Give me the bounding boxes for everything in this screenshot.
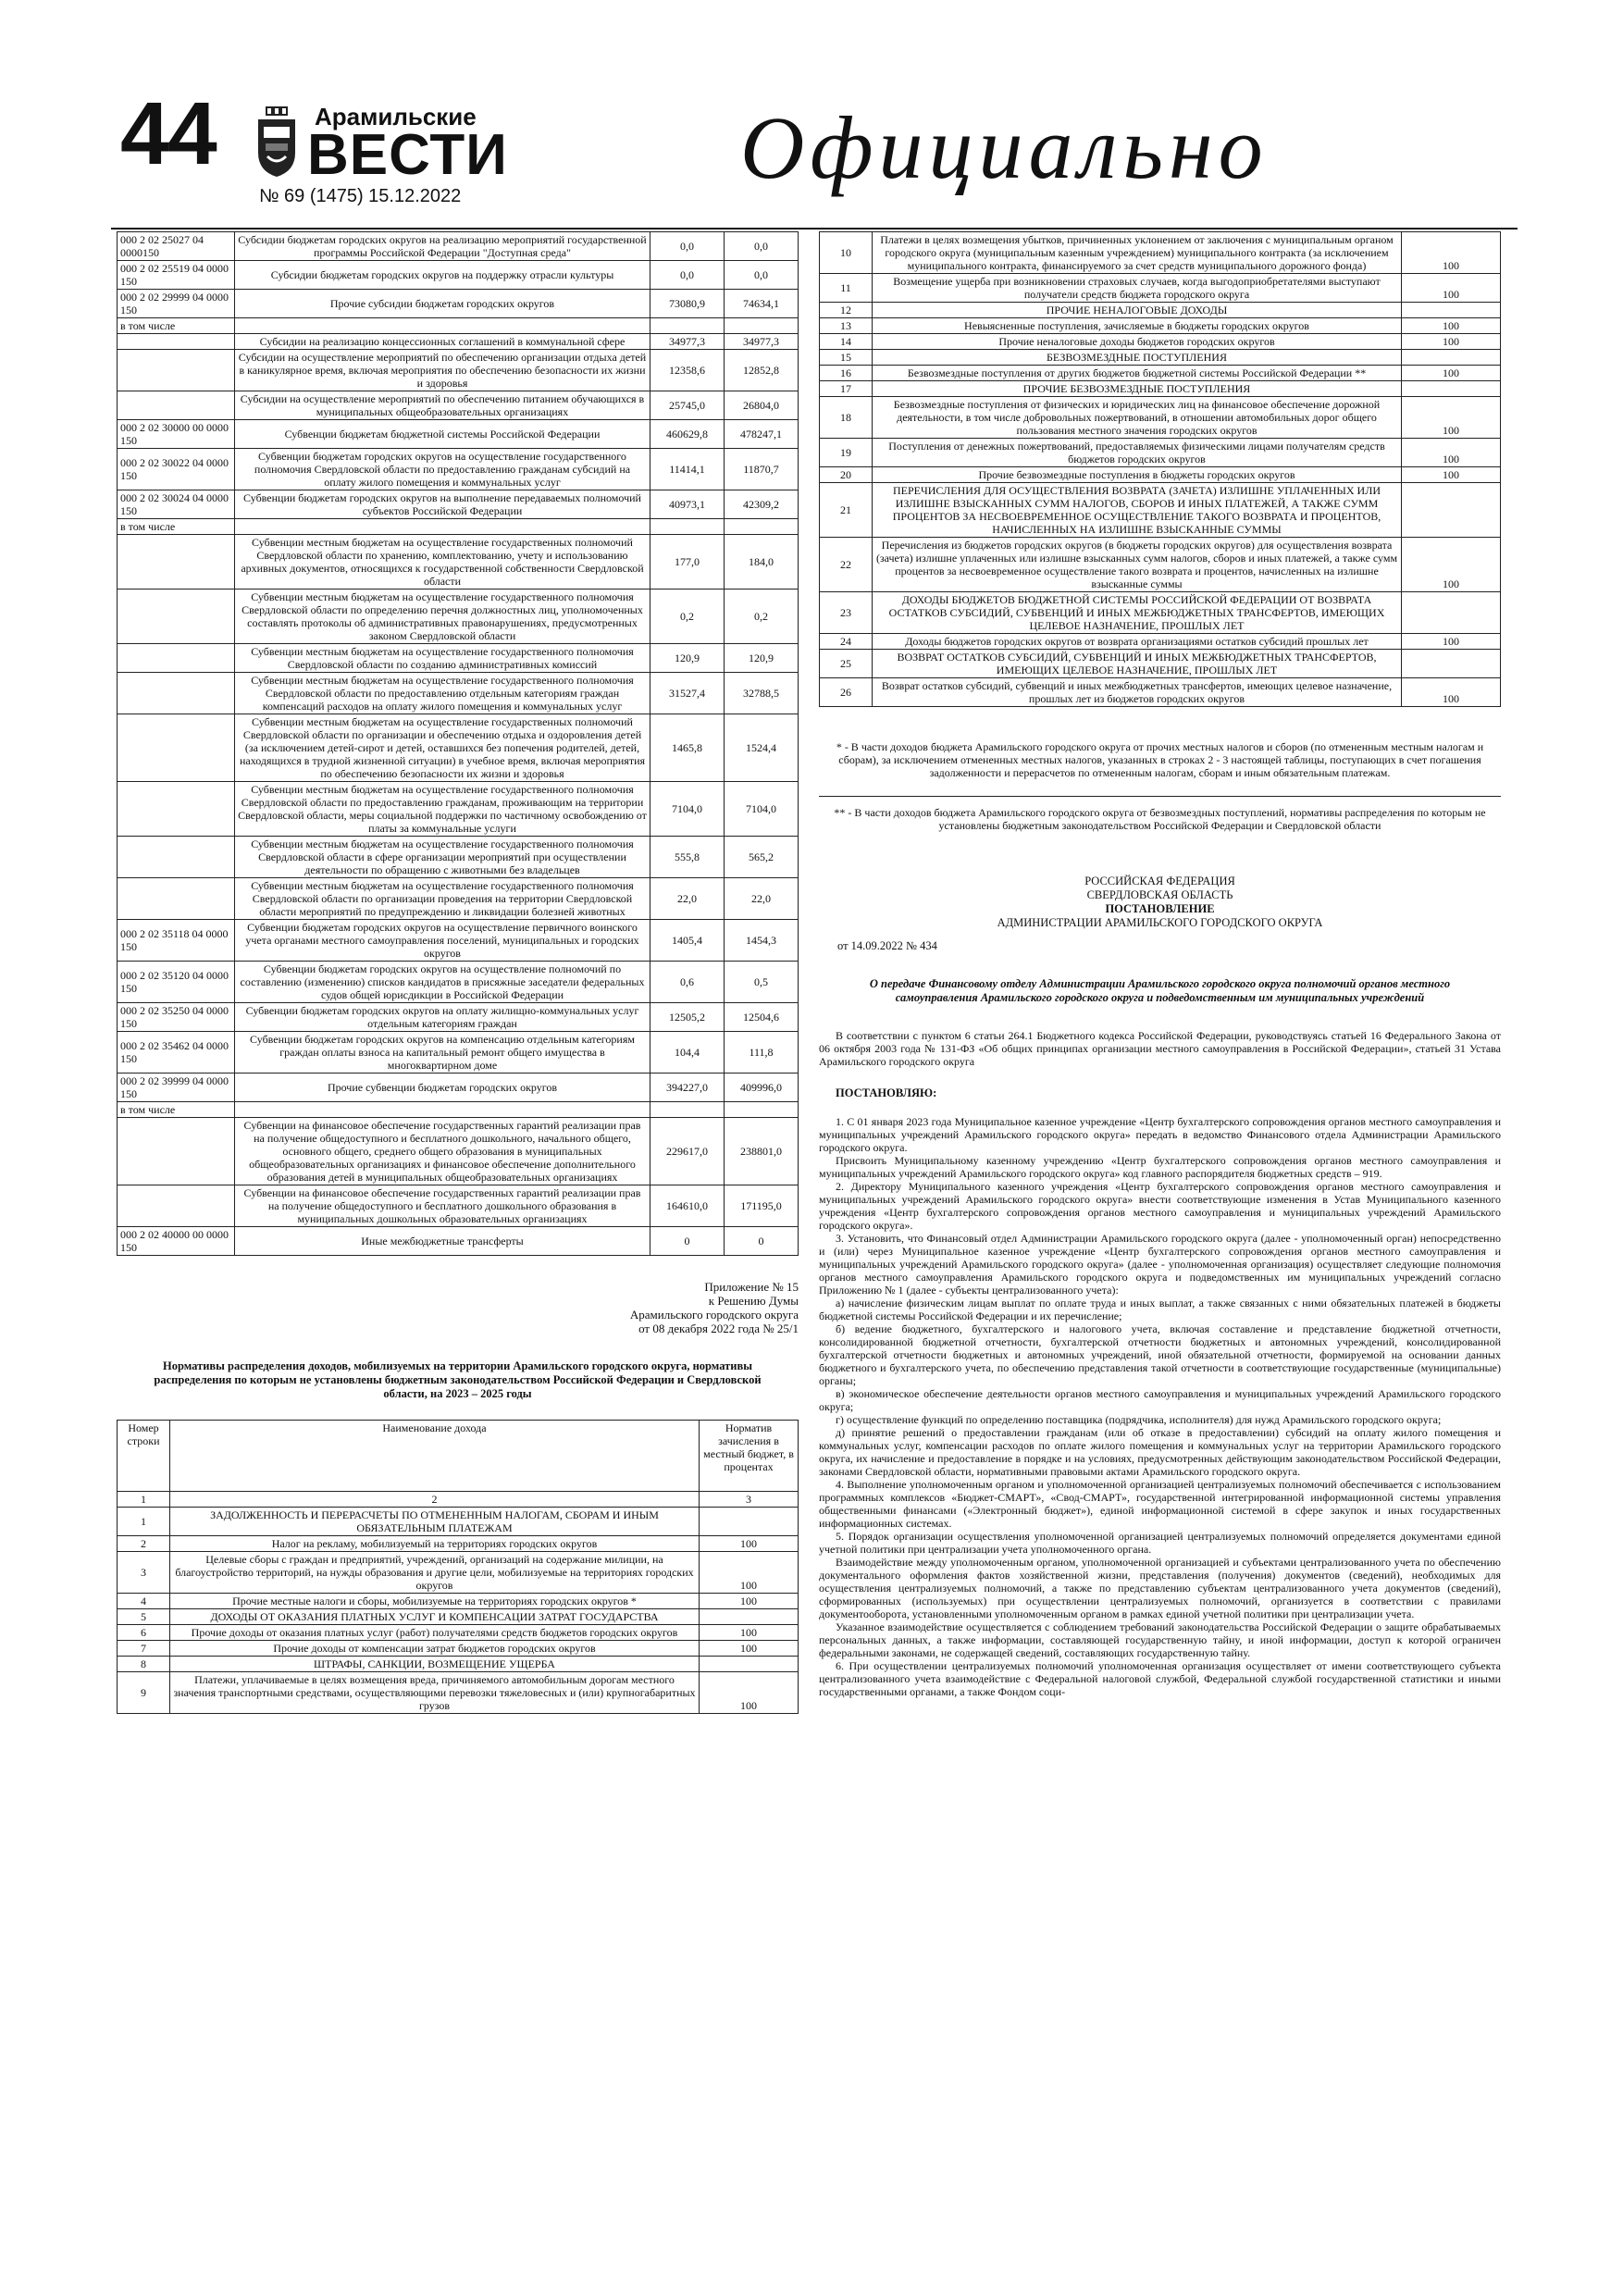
row-code	[118, 590, 235, 644]
row-description	[235, 318, 650, 334]
masthead-rule	[111, 228, 1518, 230]
norm-row-name: Прочие местные налоги и сборы, мобилизуемые на территориях городских округов *	[170, 1594, 700, 1609]
row-value-2025	[725, 519, 799, 535]
decree-paragraph: д) принятие решений о предоставлении гражданам (или об отказе в предоставлении) субсидий на оплату жилого помещения и коммунальных услуг, компенсации расходов по оплате жилого помещения и коммунальных услуг на территории Арамильского городского округа, их начисление и предоставление в порядке и на условиях, предусмотренных действующим законодательством Российской Федерации, законами Свердловской области, нормативными правовыми актами Арамильского городского округа.	[819, 1426, 1501, 1478]
norm-row-value	[1402, 650, 1501, 678]
table-row	[118, 1185, 799, 1227]
norm-row	[118, 1594, 799, 1609]
row-value-2024: 31527,4	[650, 673, 725, 714]
norm-row-value	[700, 1508, 799, 1536]
row-value-2024: 7104,0	[650, 782, 725, 837]
norm-row	[118, 1672, 799, 1714]
row-value-2024: 0,0	[650, 232, 725, 261]
right-column	[819, 231, 1501, 1698]
row-value-2025: 238801,0	[725, 1118, 799, 1185]
norm-row-number: 19	[820, 439, 873, 467]
table-row	[118, 535, 799, 590]
norm-row-name: Безвозмездные поступления от физических и юридических лиц на финансовое обеспечение дорожной деятельности, в том числе добровольных пожертвований, в отношении автомобильных дорог общего пользования местного значения городских округов	[873, 397, 1402, 439]
norm-row-value	[1402, 350, 1501, 366]
norm-row-name: Прочие неналоговые доходы бюджетов городских округов	[873, 334, 1402, 350]
row-description: Субвенции на финансовое обеспечение государственных гарантий реализации прав на получение общедоступного и бесплатного дошкольного образования в муниципальных дошкольных образовательных организациях	[235, 1185, 650, 1227]
decree-paragraph: 1. С 01 января 2023 года Муниципальное казенное учреждение «Центр бухгалтерского сопровождения органов местного самоуправления и муниципальных учреждений Арамильского городского округа» передать в ведомство Финансового отдела Администрации Арамильского городского округа.	[819, 1115, 1501, 1154]
table-row	[118, 1118, 799, 1185]
norm-row-number: 1	[118, 1508, 170, 1536]
row-value-2025	[725, 318, 799, 334]
norm-row-value	[1402, 381, 1501, 397]
norm-row-name: ШТРАФЫ, САНКЦИИ, ВОЗМЕЩЕНИЕ УЩЕРБА	[170, 1657, 700, 1672]
row-code: 000 2 02 30024 04 0000 150	[118, 490, 235, 519]
row-value-2024: 555,8	[650, 837, 725, 878]
decree-body	[819, 1115, 1501, 1698]
norm-row-name: Прочие доходы от оказания платных услуг (работ) получателями средств бюджетов городских округов	[170, 1625, 700, 1641]
row-code: в том числе	[118, 519, 235, 535]
table-row	[118, 490, 799, 519]
row-code: 000 2 02 29999 04 0000 150	[118, 290, 235, 318]
row-value-2024: 34977,3	[650, 334, 725, 350]
norm-row-value: 100	[700, 1625, 799, 1641]
row-value-2025: 409996,0	[725, 1074, 799, 1102]
norm-row	[820, 650, 1501, 678]
row-description: Субвенции бюджетам городских округов на оплату жилищно-коммунальных услуг отдельным категориям граждан	[235, 1003, 650, 1032]
row-value-2024	[650, 1102, 725, 1118]
row-value-2024: 0	[650, 1227, 725, 1256]
table-row	[118, 290, 799, 318]
row-value-2024: 0,6	[650, 962, 725, 1003]
norm-row-value: 100	[1402, 538, 1501, 592]
row-code: 000 2 02 35120 04 0000 150	[118, 962, 235, 1003]
table-row	[118, 1074, 799, 1102]
decree-paragraph: 4. Выполнение уполномоченным органом и уполномоченной организацией централизуемых полномочий обеспечивается с использованием программных комплексов «Бюджет-СМАРТ», «Свод-СМАРТ», государственной интегрированной информационной системы управления общественными финансами («Электронный бюджет»), единой информационной системой в сфере закупок и иных государственных информационных системах.	[819, 1478, 1501, 1530]
row-description: Прочие субвенции бюджетам городских округов	[235, 1074, 650, 1102]
row-description: Субсидии бюджетам городских округов на поддержку отрасли культуры	[235, 261, 650, 290]
row-code	[118, 782, 235, 837]
decree-paragraph: а) начисление физическим лицам выплат по оплате труда и иных выплат, а также связанных с ними обязательных платежей в бюджеты бюджетной системы Российской Федерации и их перечисление;	[819, 1297, 1501, 1322]
row-code: в том числе	[118, 318, 235, 334]
row-code: 000 2 02 35250 04 0000 150	[118, 1003, 235, 1032]
norm-row-value	[1402, 592, 1501, 634]
row-code: 000 2 02 39999 04 0000 150	[118, 1074, 235, 1102]
norm-row-name: Перечисления из бюджетов городских округов (в бюджеты городских округов) для осуществления возврата (зачета) излишне уплаченных или излишне взысканных сумм налогов, сборов и иных платежей, а также сумм процентов за несвоевременное осуществление такого возврата и процентов, начисленных на излишне взысканные суммы	[873, 538, 1402, 592]
table-row	[118, 920, 799, 962]
norm-row-number: 23	[820, 592, 873, 634]
row-value-2025: 7104,0	[725, 782, 799, 837]
norm-row-number: 17	[820, 381, 873, 397]
revenue-table	[117, 231, 799, 1256]
decree-intro: В соответствии с пунктом 6 статьи 264.1 Бюджетного кодекса Российской Федерации, руководствуясь статьей 16 Федерального Закона от 06 октября 2003 года № 131-ФЗ «Об общих принципах организации местного самоуправления в Российской Федерации», статьей 31 Устава Арамильского городского округа	[819, 1029, 1501, 1068]
row-description: Субвенции местным бюджетам на осуществление государственного полномочия Свердловской области по предоставлению отдельным категориям граждан компенсаций расходов на оплату жилого помещения и коммунальных услуг	[235, 673, 650, 714]
table-row	[118, 644, 799, 673]
decree-header	[819, 875, 1501, 930]
row-value-2025: 0,5	[725, 962, 799, 1003]
table-row	[118, 782, 799, 837]
row-value-2025: 171195,0	[725, 1185, 799, 1227]
row-value-2024: 164610,0	[650, 1185, 725, 1227]
row-code: 000 2 02 25027 04 0000150	[118, 232, 235, 261]
decree-paragraph: 5. Порядок организации осуществления уполномоченной организацией централизуемых полномочий определяется документами единой учетной политики при централизации учета уполномоченного органа.	[819, 1530, 1501, 1556]
norm-row-number: 25	[820, 650, 873, 678]
table-row	[118, 878, 799, 920]
norm-row	[820, 467, 1501, 483]
appendix-line: от 08 декабря 2022 года № 25/1	[638, 1322, 799, 1335]
table-row	[118, 350, 799, 391]
row-description: Субвенции местным бюджетам на осуществление государственного полномочия Свердловской области в сфере организации мероприятий при осуществлении деятельности по обращению с животными без владельцев	[235, 837, 650, 878]
norm-row-name: Невыясненные поступления, зачисляемые в бюджеты городских округов	[873, 318, 1402, 334]
table-row	[118, 334, 799, 350]
table-row	[118, 1032, 799, 1074]
norm-row-number: 18	[820, 397, 873, 439]
decree-paragraph: г) осуществление функций по определению поставщика (подрядчика, исполнителя) для нужд Арамильского городского округа;	[836, 1413, 1442, 1426]
norm-row-value	[1402, 303, 1501, 318]
norm-row-value: 100	[1402, 439, 1501, 467]
norm-row	[118, 1536, 799, 1552]
decree-paragraph: 2. Директору Муниципального казенного учреждения «Центр бухгалтерского сопровождения органов местного самоуправления и муниципальных учреждений Арамильского городского округа» внести соответствующие изменения в Устав Муниципального казенного учреждения «Центр бухгалтерского сопровождения органов местного самоуправления и муниципальных учреждений Арамильского городского округа».	[819, 1180, 1501, 1232]
col-header-norm: Норматив зачисления в местный бюджет, в процентах	[700, 1421, 799, 1492]
norm-row-value	[1402, 483, 1501, 538]
table-row	[118, 449, 799, 490]
norm-row-name: БЕЗВОЗМЕЗДНЫЕ ПОСТУПЛЕНИЯ	[873, 350, 1402, 366]
row-code: 000 2 02 35462 04 0000 150	[118, 1032, 235, 1074]
norm-row-number: 10	[820, 232, 873, 274]
row-value-2025: 1524,4	[725, 714, 799, 782]
norm-row-number: 6	[118, 1625, 170, 1641]
row-value-2024: 177,0	[650, 535, 725, 590]
row-code	[118, 673, 235, 714]
norm-row-number: 9	[118, 1672, 170, 1714]
norm-row	[820, 366, 1501, 381]
decree-resolve: ПОСТАНОВЛЯЮ:	[836, 1086, 937, 1099]
table-row	[118, 837, 799, 878]
col-header-number: Номер строки	[118, 1421, 170, 1492]
norm-row-number: 12	[820, 303, 873, 318]
row-code	[118, 878, 235, 920]
decree-paragraph: Присвоить Муниципальному казенному учреждению «Центр бухгалтерского сопровождения органов местного самоуправления и муниципальных учреждений Арамильского городского округа» код главного распорядителя бюджетных средств – 919.	[819, 1154, 1501, 1180]
decree-paragraph: в) экономическое обеспечение деятельности органов местного самоуправления и муниципальных учреждений Арамильского городского округа;	[819, 1387, 1501, 1413]
norm-row	[118, 1609, 799, 1625]
norm-row-number: 11	[820, 274, 873, 303]
logo-subtitle: Арамильские	[315, 103, 477, 130]
row-value-2025: 120,9	[725, 644, 799, 673]
footnote-divider	[819, 796, 1501, 797]
norm-row-value: 100	[1402, 318, 1501, 334]
norm-row-number: 22	[820, 538, 873, 592]
row-value-2025: 32788,5	[725, 673, 799, 714]
row-value-2024: 1405,4	[650, 920, 725, 962]
norm-row-number: 8	[118, 1657, 170, 1672]
norm-row-name: Возмещение ущерба при возникновении страховых случаев, когда выгодоприобретателями выступают получатели средств бюджета городского округа	[873, 274, 1402, 303]
norm-row	[118, 1657, 799, 1672]
row-description: Субвенции местным бюджетам на осуществление государственного полномочия Свердловской области по организации проведения на территории Свердловской области мероприятий по предупреждению и ликвидации болезней животных	[235, 878, 650, 920]
row-description: Субвенции бюджетам городских округов на выполнение передаваемых полномочий субъектов Российской Федерации	[235, 490, 650, 519]
row-value-2024: 12505,2	[650, 1003, 725, 1032]
table-row	[118, 391, 799, 420]
col-index: 1	[118, 1492, 170, 1508]
row-value-2025: 0,0	[725, 232, 799, 261]
col-index: 2	[170, 1492, 700, 1508]
norm-row-number: 7	[118, 1641, 170, 1657]
table-row	[118, 714, 799, 782]
norm-row-number: 16	[820, 366, 873, 381]
norm-row-name: Возврат остатков субсидий, субвенций и иных межбюджетных трансфертов, имеющих целевое назначение, прошлых лет из бюджетов городских округов	[873, 678, 1402, 707]
decree-authority: АДМИНИСТРАЦИИ АРАМИЛЬСКОГО ГОРОДСКОГО ОКРУГА	[997, 916, 1323, 929]
row-value-2024: 460629,8	[650, 420, 725, 449]
footnote-2: ** - В части доходов бюджета Арамильского городского округа от безвозмездных поступлений, нормативы распределения по которым не установлены бюджетным законодательством Российской Федерации и Свердловской области	[834, 806, 1486, 832]
page-number: 44	[120, 84, 216, 183]
norm-row-name: ДОХОДЫ БЮДЖЕТОВ БЮДЖЕТНОЙ СИСТЕМЫ РОССИЙСКОЙ ФЕДЕРАЦИИ ОТ ВОЗВРАТА ОСТАТКОВ СУБСИДИЙ, СУБВЕНЦИЙ И ИНЫХ МЕЖБЮДЖЕТНЫХ ТРАНСФЕРТОВ, ИМЕЮЩИХ ЦЕЛЕВОЕ НАЗНАЧЕНИЕ, ПРОШЛЫХ ЛЕТ	[873, 592, 1402, 634]
row-value-2024: 73080,9	[650, 290, 725, 318]
table-row	[118, 1227, 799, 1256]
row-value-2025: 0	[725, 1227, 799, 1256]
row-description: Субвенции местным бюджетам на осуществление государственных полномочий Свердловской области по хранению, комплектованию, учету и использованию архивных документов, относящихся к государственной собственности Свердловской области	[235, 535, 650, 590]
norm-row	[820, 232, 1501, 274]
row-description	[235, 519, 650, 535]
norm-row-name: Прочие безвозмездные поступления в бюджеты городских округов	[873, 467, 1402, 483]
norm-row-value: 100	[1402, 366, 1501, 381]
appendix-line: к Решению Думы	[708, 1294, 799, 1308]
masthead	[111, 84, 1518, 227]
norm-row-value: 100	[700, 1536, 799, 1552]
row-value-2024: 120,9	[650, 644, 725, 673]
row-code	[118, 644, 235, 673]
norm-row-number: 26	[820, 678, 873, 707]
norm-row-name: ДОХОДЫ ОТ ОКАЗАНИЯ ПЛАТНЫХ УСЛУГ И КОМПЕНСАЦИИ ЗАТРАТ ГОСУДАРСТВА	[170, 1609, 700, 1625]
table-row	[118, 673, 799, 714]
row-code	[118, 334, 235, 350]
row-value-2025: 26804,0	[725, 391, 799, 420]
decree-paragraph: 6. При осуществлении централизуемых полномочий уполномоченная организация осуществляет от имени соответствующего субъекта централизованного учета взаимодействие с Федеральной налоговой службой, Федеральной службой государственной статистики и иными государственными органами, а также Фондом соци-	[819, 1659, 1501, 1698]
logo-title: ВЕСТИ	[307, 123, 508, 187]
row-description: Субвенции местным бюджетам на осуществление государственного полномочия Свердловской области по созданию административных комиссий	[235, 644, 650, 673]
col-index: 3	[700, 1492, 799, 1508]
norm-row-name: ПРОЧИЕ НЕНАЛОГОВЫЕ ДОХОДЫ	[873, 303, 1402, 318]
table-row	[118, 318, 799, 334]
table-row	[118, 962, 799, 1003]
norm-row-name: Целевые сборы с граждан и предприятий, учреждений, организаций на содержание милиции, на благоустройство территорий, на нужды образования и другие цели, мобилизуемые на территориях городских округов	[170, 1552, 700, 1594]
row-code	[118, 350, 235, 391]
norm-row-number: 5	[118, 1609, 170, 1625]
row-code: 000 2 02 25519 04 0000 150	[118, 261, 235, 290]
row-value-2025: 12504,6	[725, 1003, 799, 1032]
norm-row-number: 13	[820, 318, 873, 334]
row-value-2024	[650, 519, 725, 535]
norm-row-number: 20	[820, 467, 873, 483]
norm-row-name: Доходы бюджетов городских округов от возврата организациями остатков субсидий прошлых лет	[873, 634, 1402, 650]
norm-row-number: 2	[118, 1536, 170, 1552]
row-code: в том числе	[118, 1102, 235, 1118]
row-value-2025: 184,0	[725, 535, 799, 590]
row-description: Прочие субсидии бюджетам городских округов	[235, 290, 650, 318]
row-description: Иные межбюджетные трансферты	[235, 1227, 650, 1256]
table-row	[118, 420, 799, 449]
table-row	[118, 261, 799, 290]
row-code	[118, 535, 235, 590]
row-description: Субвенции бюджетам бюджетной системы Российской Федерации	[235, 420, 650, 449]
row-value-2025: 74634,1	[725, 290, 799, 318]
crest-icon	[254, 106, 299, 179]
norm-row	[820, 483, 1501, 538]
norm-row-number: 3	[118, 1552, 170, 1594]
row-code	[118, 1118, 235, 1185]
row-value-2025: 42309,2	[725, 490, 799, 519]
row-value-2024: 1465,8	[650, 714, 725, 782]
norm-table-part2	[819, 231, 1501, 707]
row-code: 000 2 02 40000 00 0000 150	[118, 1227, 235, 1256]
norm-row-name: Платежи в целях возмещения убытков, причиненных уклонением от заключения с муниципальным органом городского округа (муниципальным казенным учреждением) муниципального контракта (за исключением муниципального контракта, финансируемого за счет средств муниципального дорожного фонда)	[873, 232, 1402, 274]
row-value-2025: 22,0	[725, 878, 799, 920]
norm-row	[820, 538, 1501, 592]
norm-row	[820, 274, 1501, 303]
norm-row-number: 24	[820, 634, 873, 650]
row-value-2024: 11414,1	[650, 449, 725, 490]
norm-row-name: ЗАДОЛЖЕННОСТЬ И ПЕРЕРАСЧЕТЫ ПО ОТМЕНЕННЫМ НАЛОГАМ, СБОРАМ И ИНЫМ ОБЯЗАТЕЛЬНЫМ ПЛАТЕЖАМ	[170, 1508, 700, 1536]
table-row	[118, 232, 799, 261]
norm-row-value: 100	[1402, 232, 1501, 274]
norm-table-part1	[117, 1420, 799, 1714]
norm-row	[118, 1641, 799, 1657]
row-description: Субсидии на осуществление мероприятий по обеспечению организации отдыха детей в каникулярное время, включая мероприятия по обеспечению безопасности их жизни и здоровья	[235, 350, 650, 391]
norm-row	[118, 1508, 799, 1536]
row-value-2025: 11870,7	[725, 449, 799, 490]
row-description: Субсидии на реализацию концессионных соглашений в коммунальной сфере	[235, 334, 650, 350]
section-title: Официально	[740, 98, 1269, 197]
norm-row-number: 4	[118, 1594, 170, 1609]
row-description: Субвенции местным бюджетам на осуществление государственного полномочия Свердловской области по определению перечня должностных лиц, уполномоченных составлять протоколы об административных правонарушениях, предусмотренных законом Свердловской области	[235, 590, 650, 644]
row-description: Субвенции бюджетам городских округов на осуществление первичного воинского учета органами местного самоуправления поселений, муниципальных и городских округов	[235, 920, 650, 962]
norm-row-value: 100	[1402, 467, 1501, 483]
row-code	[118, 714, 235, 782]
row-value-2025: 1454,3	[725, 920, 799, 962]
row-value-2024: 25745,0	[650, 391, 725, 420]
decree-title: О передаче Финансовому отделу Администрации Арамильского городского округа полномочий органов местного самоуправления Арамильского городского округа и подведомственным им муниципальных учреждений	[869, 977, 1451, 1004]
table-row	[118, 1102, 799, 1118]
norm-row-name: ВОЗВРАТ ОСТАТКОВ СУБСИДИЙ, СУБВЕНЦИЙ И ИНЫХ МЕЖБЮДЖЕТНЫХ ТРАНСФЕРТОВ, ИМЕЮЩИХ ЦЕЛЕВОЕ НАЗНАЧЕНИЕ, ПРОШЛЫХ ЛЕТ	[873, 650, 1402, 678]
norm-row	[820, 334, 1501, 350]
appendix-line: Приложение № 15	[704, 1280, 799, 1294]
table-row	[118, 590, 799, 644]
decree-date: от 14.09.2022 № 434	[837, 939, 937, 952]
norm-row-name: Поступления от денежных пожертвований, предоставляемых физическими лицами получателям средств бюджетов городских округов	[873, 439, 1402, 467]
norm-row-value: 100	[700, 1552, 799, 1594]
norm-row-value: 100	[700, 1641, 799, 1657]
row-description: Субвенции местным бюджетам на осуществление государственных полномочий Свердловской области по организации и обеспечению отдыха и оздоровления детей (за исключением детей-сирот и детей, оставшихся без попечения родителей, детей, находящихся в трудной жизненной ситуации) в учебное время, включая мероприятия по обеспечению безопасности их жизни и здоровья	[235, 714, 650, 782]
row-code	[118, 1185, 235, 1227]
norm-row-name: ПРОЧИЕ БЕЗВОЗМЕЗДНЫЕ ПОСТУПЛЕНИЯ	[873, 381, 1402, 397]
norm-row-value: 100	[700, 1672, 799, 1714]
row-value-2025	[725, 1102, 799, 1118]
decree-paragraph: Указанное взаимодействие осуществляется с соблюдением требований законодательства Российской Федерации о защите обрабатываемых персональных данных, а также информации, составляющей государственную тайну, и иной информации, доступ к которой ограничен федеральными законами, не содержащей сведений, составляющих государственную тайну.	[819, 1620, 1501, 1659]
row-code: 000 2 02 30022 04 0000 150	[118, 449, 235, 490]
norm-row-value: 100	[1402, 634, 1501, 650]
decree-paragraph: Взаимодействие между уполномоченным органом, уполномоченной организацией и субъектами централизованного учета по обеспечению документального оформления фактов хозяйственной жизни, представления (получения) документов (сведений), необходимых для осуществления централизуемых полномочий, а также по представлению субъектам централизованного учета документов (сведений), сформированных (используемых) при осуществлении централизуемых полномочий, организуется в соответствии с правилами документооборота, установленными уполномоченным органом в рамках единой учетной политики при централизации учета.	[819, 1556, 1501, 1620]
table-row	[118, 519, 799, 535]
row-code	[118, 837, 235, 878]
row-code	[118, 391, 235, 420]
norm-row	[820, 303, 1501, 318]
table-row	[118, 1003, 799, 1032]
norm-row-value: 100	[1402, 334, 1501, 350]
row-value-2025: 12852,8	[725, 350, 799, 391]
row-description	[235, 1102, 650, 1118]
norm-row	[820, 592, 1501, 634]
decree-paragraph: б) ведение бюджетного, бухгалтерского и налогового учета, включая составление и представление бюджетной отчетности, консолидированной бюджетной отчетности, бухгалтерской отчетности бюджетных и автономных учреждений, консолидированной бухгалтерской отчетности бюджетных и автономных учреждений, иной обязательной отчетности, формируемой на основании данных бюджетного и бухгалтерского учета, по обеспечению представления такой отчетности в соответствующие государственные (муниципальные) органы;	[819, 1322, 1501, 1387]
norm-row-name: Платежи, уплачиваемые в целях возмещения вреда, причиняемого автомобильным дорогам местного значения транспортными средствами, осуществляющими перевозки тяжеловесных и (или) крупногабаритных грузов	[170, 1672, 700, 1714]
row-value-2024: 0,0	[650, 261, 725, 290]
row-value-2025: 0,0	[725, 261, 799, 290]
norm-row-name: ПЕРЕЧИСЛЕНИЯ ДЛЯ ОСУЩЕСТВЛЕНИЯ ВОЗВРАТА (ЗАЧЕТА) ИЗЛИШНЕ УПЛАЧЕННЫХ ИЛИ ИЗЛИШНЕ ВЗЫСКАННЫХ СУММ НАЛОГОВ, СБОРОВ И ИНЫХ ПЛАТЕЖЕЙ, А ТАКЖЕ СУММ ПРОЦЕНТОВ ЗА НЕСВОЕВРЕМЕННОЕ ОСУЩЕСТВЛЕНИЕ ТАКОГО ВОЗВРАТА И ПРОЦЕНТОВ, НАЧИСЛЕННЫХ НА ИЗЛИШНЕ ВЗЫСКАННЫЕ СУММЫ	[873, 483, 1402, 538]
norm-row	[820, 397, 1501, 439]
norm-row	[820, 678, 1501, 707]
norm-row	[118, 1625, 799, 1641]
col-header-name: Наименование дохода	[170, 1421, 700, 1492]
row-value-2025: 34977,3	[725, 334, 799, 350]
norm-row-name: Безвозмездные поступления от других бюджетов бюджетной системы Российской Федерации **	[873, 366, 1402, 381]
row-description: Субсидии на осуществление мероприятий по обеспечению питанием обучающихся в муниципальных общеобразовательных организациях	[235, 391, 650, 420]
row-code: 000 2 02 35118 04 0000 150	[118, 920, 235, 962]
row-value-2024: 229617,0	[650, 1118, 725, 1185]
row-value-2024: 22,0	[650, 878, 725, 920]
norm-row-name: Прочие доходы от компенсации затрат бюджетов городских округов	[170, 1641, 700, 1657]
row-value-2025: 0,2	[725, 590, 799, 644]
row-description: Субсидии бюджетам городских округов на реализацию мероприятий государственной программы Российской Федерации "Доступная среда"	[235, 232, 650, 261]
row-description: Субвенции бюджетам городских округов на осуществление государственного полномочия Свердловской области по предоставлению гражданам субсидий на оплату жилого помещения и коммунальных услуг	[235, 449, 650, 490]
row-description: Субвенции местным бюджетам на осуществление государственного полномочия Свердловской области по предоставлению гражданам, проживающим на территории Свердловской области, меры социальной поддержки по частичному освобождению от платы за коммунальные услуги	[235, 782, 650, 837]
row-value-2024: 40973,1	[650, 490, 725, 519]
appendix-line: Арамильского городского округа	[629, 1308, 799, 1322]
norm-row-number: 14	[820, 334, 873, 350]
norm-row-number: 15	[820, 350, 873, 366]
norm-row-value: 100	[1402, 397, 1501, 439]
row-value-2025: 111,8	[725, 1032, 799, 1074]
row-value-2024: 104,4	[650, 1032, 725, 1074]
row-description: Субвенции бюджетам городских округов на компенсацию отдельным категориям граждан оплаты взноса на капитальный ремонт общего имущества в многоквартирном доме	[235, 1032, 650, 1074]
norm-row-number: 21	[820, 483, 873, 538]
row-code: 000 2 02 30000 00 0000 150	[118, 420, 235, 449]
appendix-title: Нормативы распределения доходов, мобилизуемых на территории Арамильского городского округа, нормативы распределения по которым не установлены бюджетным законодательством Российской Федерации и Свердловской области, на 2023 – 2025 годы	[154, 1359, 762, 1400]
row-value-2024: 394227,0	[650, 1074, 725, 1102]
norm-row-value: 100	[700, 1594, 799, 1609]
issue-number: № 69 (1475) 15.12.2022	[259, 186, 462, 206]
decree-type: ПОСТАНОВЛЕНИЕ	[1105, 902, 1215, 915]
norm-row	[820, 350, 1501, 366]
norm-row	[118, 1552, 799, 1594]
decree-country: РОССИЙСКАЯ ФЕДЕРАЦИЯ	[1084, 875, 1235, 887]
row-value-2025: 478247,1	[725, 420, 799, 449]
norm-row-value	[700, 1657, 799, 1672]
row-description: Субвенции на финансовое обеспечение государственных гарантий реализации прав на получение общедоступного и бесплатного дошкольного, начального общего, основного общего, среднего общего образования в муниципальных общеобразовательных организациях и финансовое обеспечение дополнительного образования детей в муниципальных общеобразовательных организациях	[235, 1118, 650, 1185]
norm-row-value: 100	[1402, 274, 1501, 303]
row-value-2025: 565,2	[725, 837, 799, 878]
norm-row	[820, 318, 1501, 334]
row-value-2024: 0,2	[650, 590, 725, 644]
decree-paragraph: 3. Установить, что Финансовый отдел Администрации Арамильского городского округа (далее - уполномоченный орган) непосредственно и (или) через Муниципальное казенное учреждение «Центр бухгалтерского сопровождения органов местного самоуправления и муниципальных учреждений Арамильского городского округа» (далее - уполномоченная организация) осуществляет следующие полномочия органов местного самоуправления Арамильского городского округа и подведомственных им муниципальных учреждений согласно Приложению № 1 (далее - субъекты централизованного учета):	[819, 1232, 1501, 1297]
norm-row-value: 100	[1402, 678, 1501, 707]
appendix-ref	[117, 1280, 799, 1335]
norm-row-value	[700, 1609, 799, 1625]
left-column	[117, 231, 799, 1714]
decree-region: СВЕРДЛОВСКАЯ ОБЛАСТЬ	[1086, 888, 1233, 901]
row-value-2024	[650, 318, 725, 334]
norm-row	[820, 439, 1501, 467]
row-description: Субвенции бюджетам городских округов на осуществление полномочий по составлению (изменению) списков кандидатов в присяжные заседатели федеральных судов общей юрисдикции в Российской Федерации	[235, 962, 650, 1003]
row-value-2024: 12358,6	[650, 350, 725, 391]
norm-row	[820, 381, 1501, 397]
norm-row-name: Налог на рекламу, мобилизуемый на территориях городских округов	[170, 1536, 700, 1552]
footnote-1: * - В части доходов бюджета Арамильского городского округа от прочих местных налогов и сборов (по отмененным местным налогам и сборам), за исключением отмененных местных налогов, указанных в строках 2 - 3 настоящей таблицы, поступающих в счет погашения задолженности и перерасчетов по отмененным налогам, сборам и иным обязательным платежам.	[836, 740, 1484, 779]
norm-row	[820, 634, 1501, 650]
